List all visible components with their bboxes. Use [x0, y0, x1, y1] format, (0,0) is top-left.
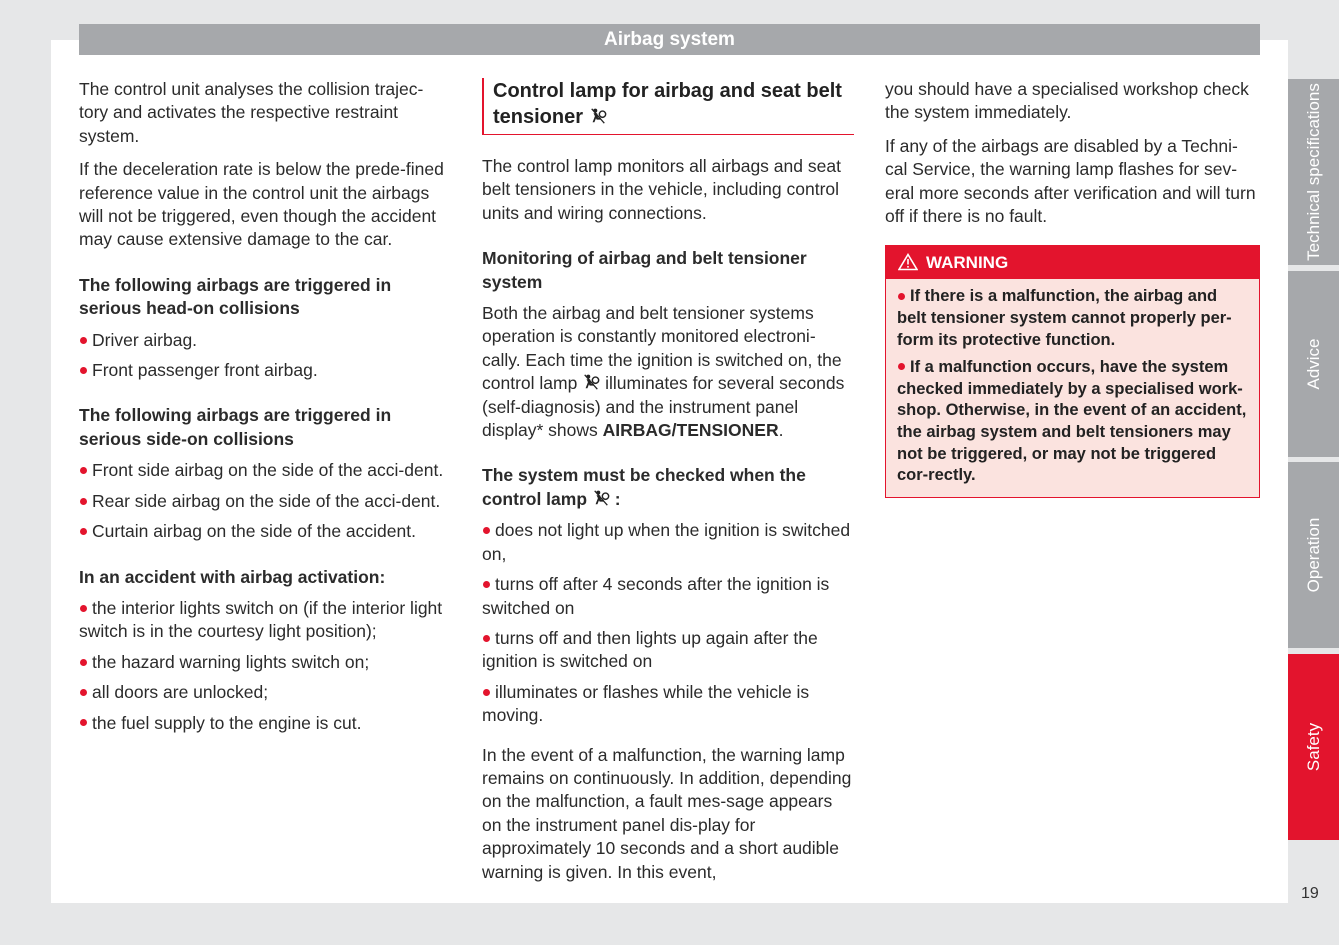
chapter-header [79, 24, 1260, 55]
paragraph: The control unit analyses the collision trajec-tory and activates the respective restraint system. [79, 79, 424, 146]
warning-header [886, 246, 1259, 279]
subheading-head-on: The following airbags are triggered in serious head-on collisions [79, 274, 392, 319]
column-right [885, 78, 1260, 498]
bullet-icon [483, 581, 490, 588]
paragraph: The control lamp monitors all airbags and seat belt tensioners in the vehicle, including control units and wiring connections. [482, 156, 841, 223]
warning-label: WARNING [926, 253, 1009, 273]
airbag-warning-icon [589, 107, 607, 125]
warning-triangle-icon [898, 253, 918, 271]
subheading-accident: In an accident with airbag activation: [79, 566, 386, 587]
list-item: Rear side airbag on the side of the acci-dent. [79, 490, 451, 513]
paragraph: If any of the airbags are disabled by a Techni-cal Service, the warning lamp flashes for sev-eral more seconds after verification and will turn off if there is no fault. [885, 135, 1256, 227]
warning-item: If there is a malfunction, the airbag and belt tensioner system cannot properly per-form its protective function. [897, 287, 1232, 349]
bullet-icon [483, 689, 490, 696]
bullet-icon [80, 498, 87, 505]
list-item: turns off and then lights up again after the ignition is switched on [482, 627, 818, 672]
bullet-icon [80, 367, 87, 374]
bullet-icon [80, 605, 87, 612]
warning-body [886, 279, 1259, 496]
column-middle [482, 78, 854, 894]
airbag-warning-icon [592, 489, 610, 507]
bullet-icon [80, 528, 87, 535]
tab-technical-specifications[interactable]: Technical specifications [1288, 79, 1339, 265]
airbag-warning-icon [582, 373, 600, 391]
list-item: turns off after 4 seconds after the ignition is switched on [482, 574, 830, 618]
list-item: the interior lights switch on (if the interior light switch is in the courtesy light position); [79, 597, 443, 642]
list-item: all doors are unlocked; [79, 681, 451, 704]
list-item: illuminates or flashes while the vehicle is moving. [482, 681, 810, 726]
paragraph: In the event of a malfunction, the warning lamp remains on continuously. In addition, depending on the malfunction, a fault mes-sage appears on the instrument panel dis-play for approximately 10 seconds and a short audible warning is given. In this event, [482, 744, 852, 882]
bullet-icon [80, 719, 87, 726]
tab-safety[interactable]: Safety [1288, 654, 1339, 840]
column-left [79, 78, 451, 742]
tab-operation[interactable]: Operation [1288, 462, 1339, 648]
list-item: Front side airbag on the side of the acci-dent. [79, 459, 451, 482]
list-item: the hazard warning lights switch on; [79, 651, 451, 674]
paragraph: Both the airbag and belt tensioner systems operation is constantly monitored electroni-cally. Each time the ignition is switched on, the control lamp illuminates for several seconds (self-diagnosis) and the instrument panel display* shows AIRBAG/TENSIONER. [482, 303, 845, 441]
subheading-side-on: The following airbags are triggered in serious side-on collisions [79, 405, 392, 449]
subheading-monitoring: Monitoring of airbag and belt tensioner system [482, 248, 807, 292]
bullet-icon [80, 689, 87, 696]
subheading-check: The system must be checked when the control lamp : [482, 465, 806, 509]
display-message: AIRBAG/TENSIONER [602, 420, 779, 441]
bullet-icon [80, 467, 87, 474]
list-item: Driver airbag. [79, 329, 451, 352]
chapter-title: Airbag system [604, 29, 735, 50]
bullet-icon [483, 527, 490, 534]
paragraph: you should have a specialised workshop check the system immediately. [885, 79, 1249, 123]
paragraph: If the deceleration rate is below the prede-fined reference value in the control unit the airbags will not be triggered, even though the accident may cause extensive damage to the car. [79, 159, 444, 250]
bullet-icon [80, 659, 87, 666]
list-item: the fuel supply to the engine is cut. [79, 712, 451, 735]
warning-item: If a malfunction occurs, have the system checked immediately by a specialised work-shop. Otherwise, in the event of an accident, the airbag system and belt tensioners may not be triggered, or may not be triggered cor-rectly. [897, 358, 1247, 485]
tab-advice[interactable]: Advice [1288, 271, 1339, 457]
list-item: Curtain airbag on the side of the accident. [79, 520, 451, 543]
bullet-icon [80, 337, 87, 344]
warning-box [885, 245, 1260, 497]
bullet-icon [898, 363, 905, 370]
list-item: does not light up when the ignition is switched on, [482, 520, 851, 564]
bullet-icon [483, 635, 490, 642]
list-item: Front passenger front airbag. [79, 359, 451, 382]
section-heading: Control lamp for airbag and seat belt tensioner [482, 78, 854, 135]
page-number: 19 [1301, 885, 1319, 902]
bullet-icon [898, 293, 905, 300]
